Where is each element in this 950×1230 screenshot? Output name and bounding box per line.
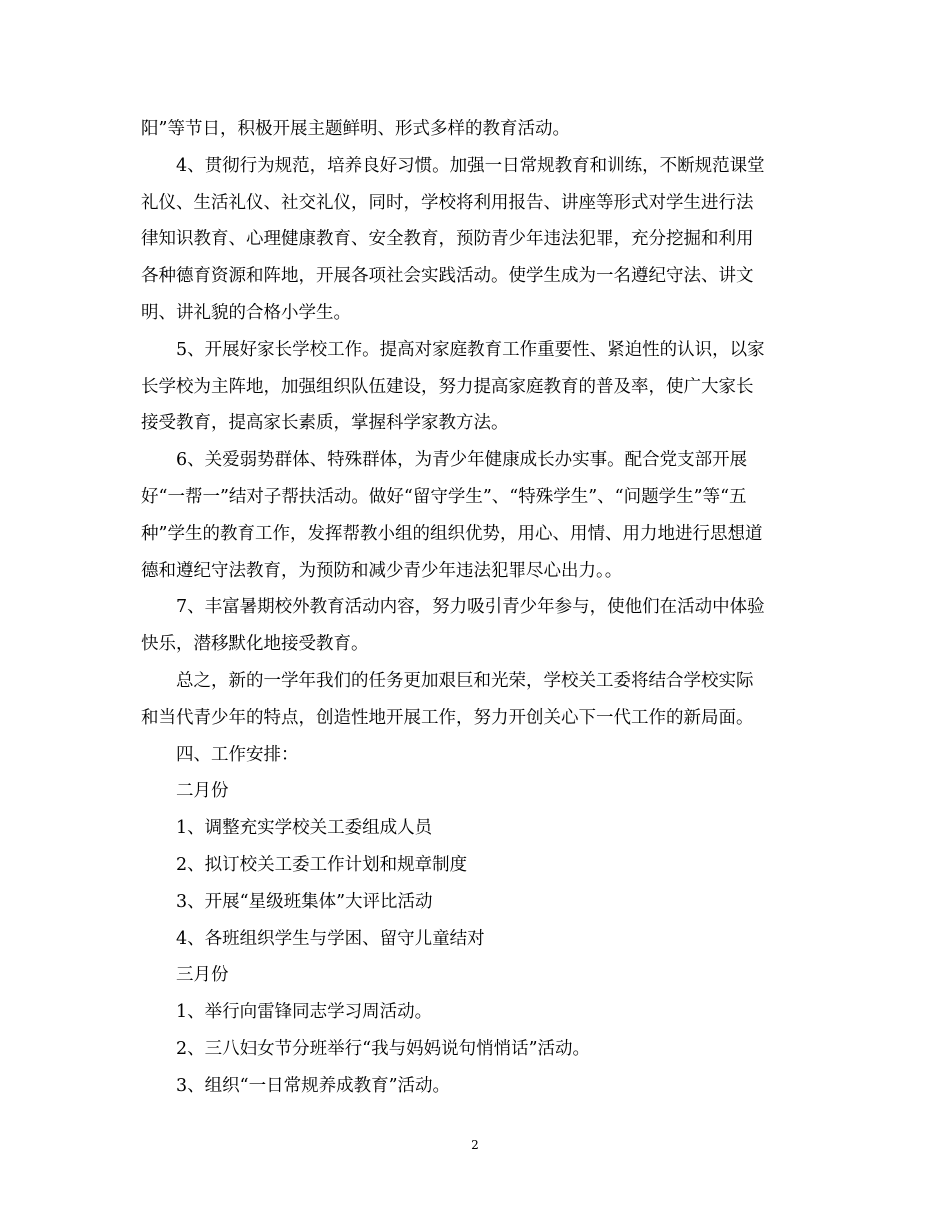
text-line: 4、贯彻行为规范，培养良好习惯。加强一日常规教育和训练，不断规范课堂 — [176, 155, 765, 176]
text-line: 四、工作安排： — [176, 744, 299, 765]
text-line: 1、调整充实学校关工委组成人员 — [176, 818, 433, 839]
text-line: 5、开展好家长学校工作。提高对家庭教育工作重要性、紧迫性的认识，以家 — [176, 339, 765, 360]
text-line: 礼仪、生活礼仪、社交礼仪，同时，学校将利用报告、讲座等形式对学生进行法 — [141, 192, 754, 213]
text-line: 2、拟订校关工委工作计划和规章制度 — [176, 854, 468, 875]
text-line: 律知识教育、心理健康教育、安全教育，预防青少年违法犯罪，充分挖掘和利用 — [141, 229, 754, 250]
text-line: 6、关爱弱势群体、特殊群体，为青少年健康成长办实事。配合党支部开展 — [176, 450, 748, 471]
document-body — [141, 111, 811, 1105]
text-line: 德和遵纪守法教育，为预防和减少青少年违法犯罪尽心出力。。 — [141, 560, 623, 581]
text-line: 1、举行向雷锋同志学习周活动。 — [176, 1002, 433, 1023]
text-line: 和当代青少年的特点，创造性地开展工作，努力开创关心下一代工作的新局面。 — [141, 707, 754, 728]
text-line: 3、组织“一日常规养成教育”活动。 — [176, 1075, 451, 1096]
text-line: 好“一帮一”结对子帮扶活动。做好“留守学生”、“特殊学生”、“问题学生”等“五 — [141, 486, 747, 507]
text-line: 二月份 — [176, 781, 229, 802]
text-line: 三月份 — [176, 965, 229, 986]
text-line: 2、三八妇女节分班举行“我与妈妈说句悄悄话”活动。 — [176, 1038, 591, 1059]
text-line: 种”学生的教育工作，发挥帮教小组的组织优势，用心、用情、用力地进行思想道 — [141, 523, 763, 544]
text-line: 各种德育资源和阵地，开展各项社会实践活动。使学生成为一名遵纪守法、讲文 — [141, 266, 754, 287]
text-line: 7、丰富暑期校外教育活动内容，努力吸引青少年参与，使他们在活动中体验 — [176, 597, 765, 618]
text-line: 快乐，潜移默化地接受教育。 — [141, 634, 369, 655]
text-line: 长学校为主阵地，加强组织队伍建设，努力提高家庭教育的普及率，使广大家长 — [141, 376, 754, 397]
text-line: 阳”等节日，积极开展主题鲜明、形式多样的教育活动。 — [141, 119, 570, 139]
text-line: 3、开展“星级班集体”大评比活动 — [176, 891, 433, 912]
text-line: 总之，新的一学年我们的任务更加艰巨和光荣，学校关工委将结合学校实际 — [176, 670, 754, 691]
page-number: 2 — [471, 1138, 479, 1152]
text-line: 明、讲礼貌的合格小学生。 — [141, 302, 351, 323]
text-line: 4、各班组织学生与学困、留守儿童结对 — [176, 928, 485, 949]
text-line: 接受教育，提高家长素质，掌握科学家教方法。 — [141, 413, 509, 434]
